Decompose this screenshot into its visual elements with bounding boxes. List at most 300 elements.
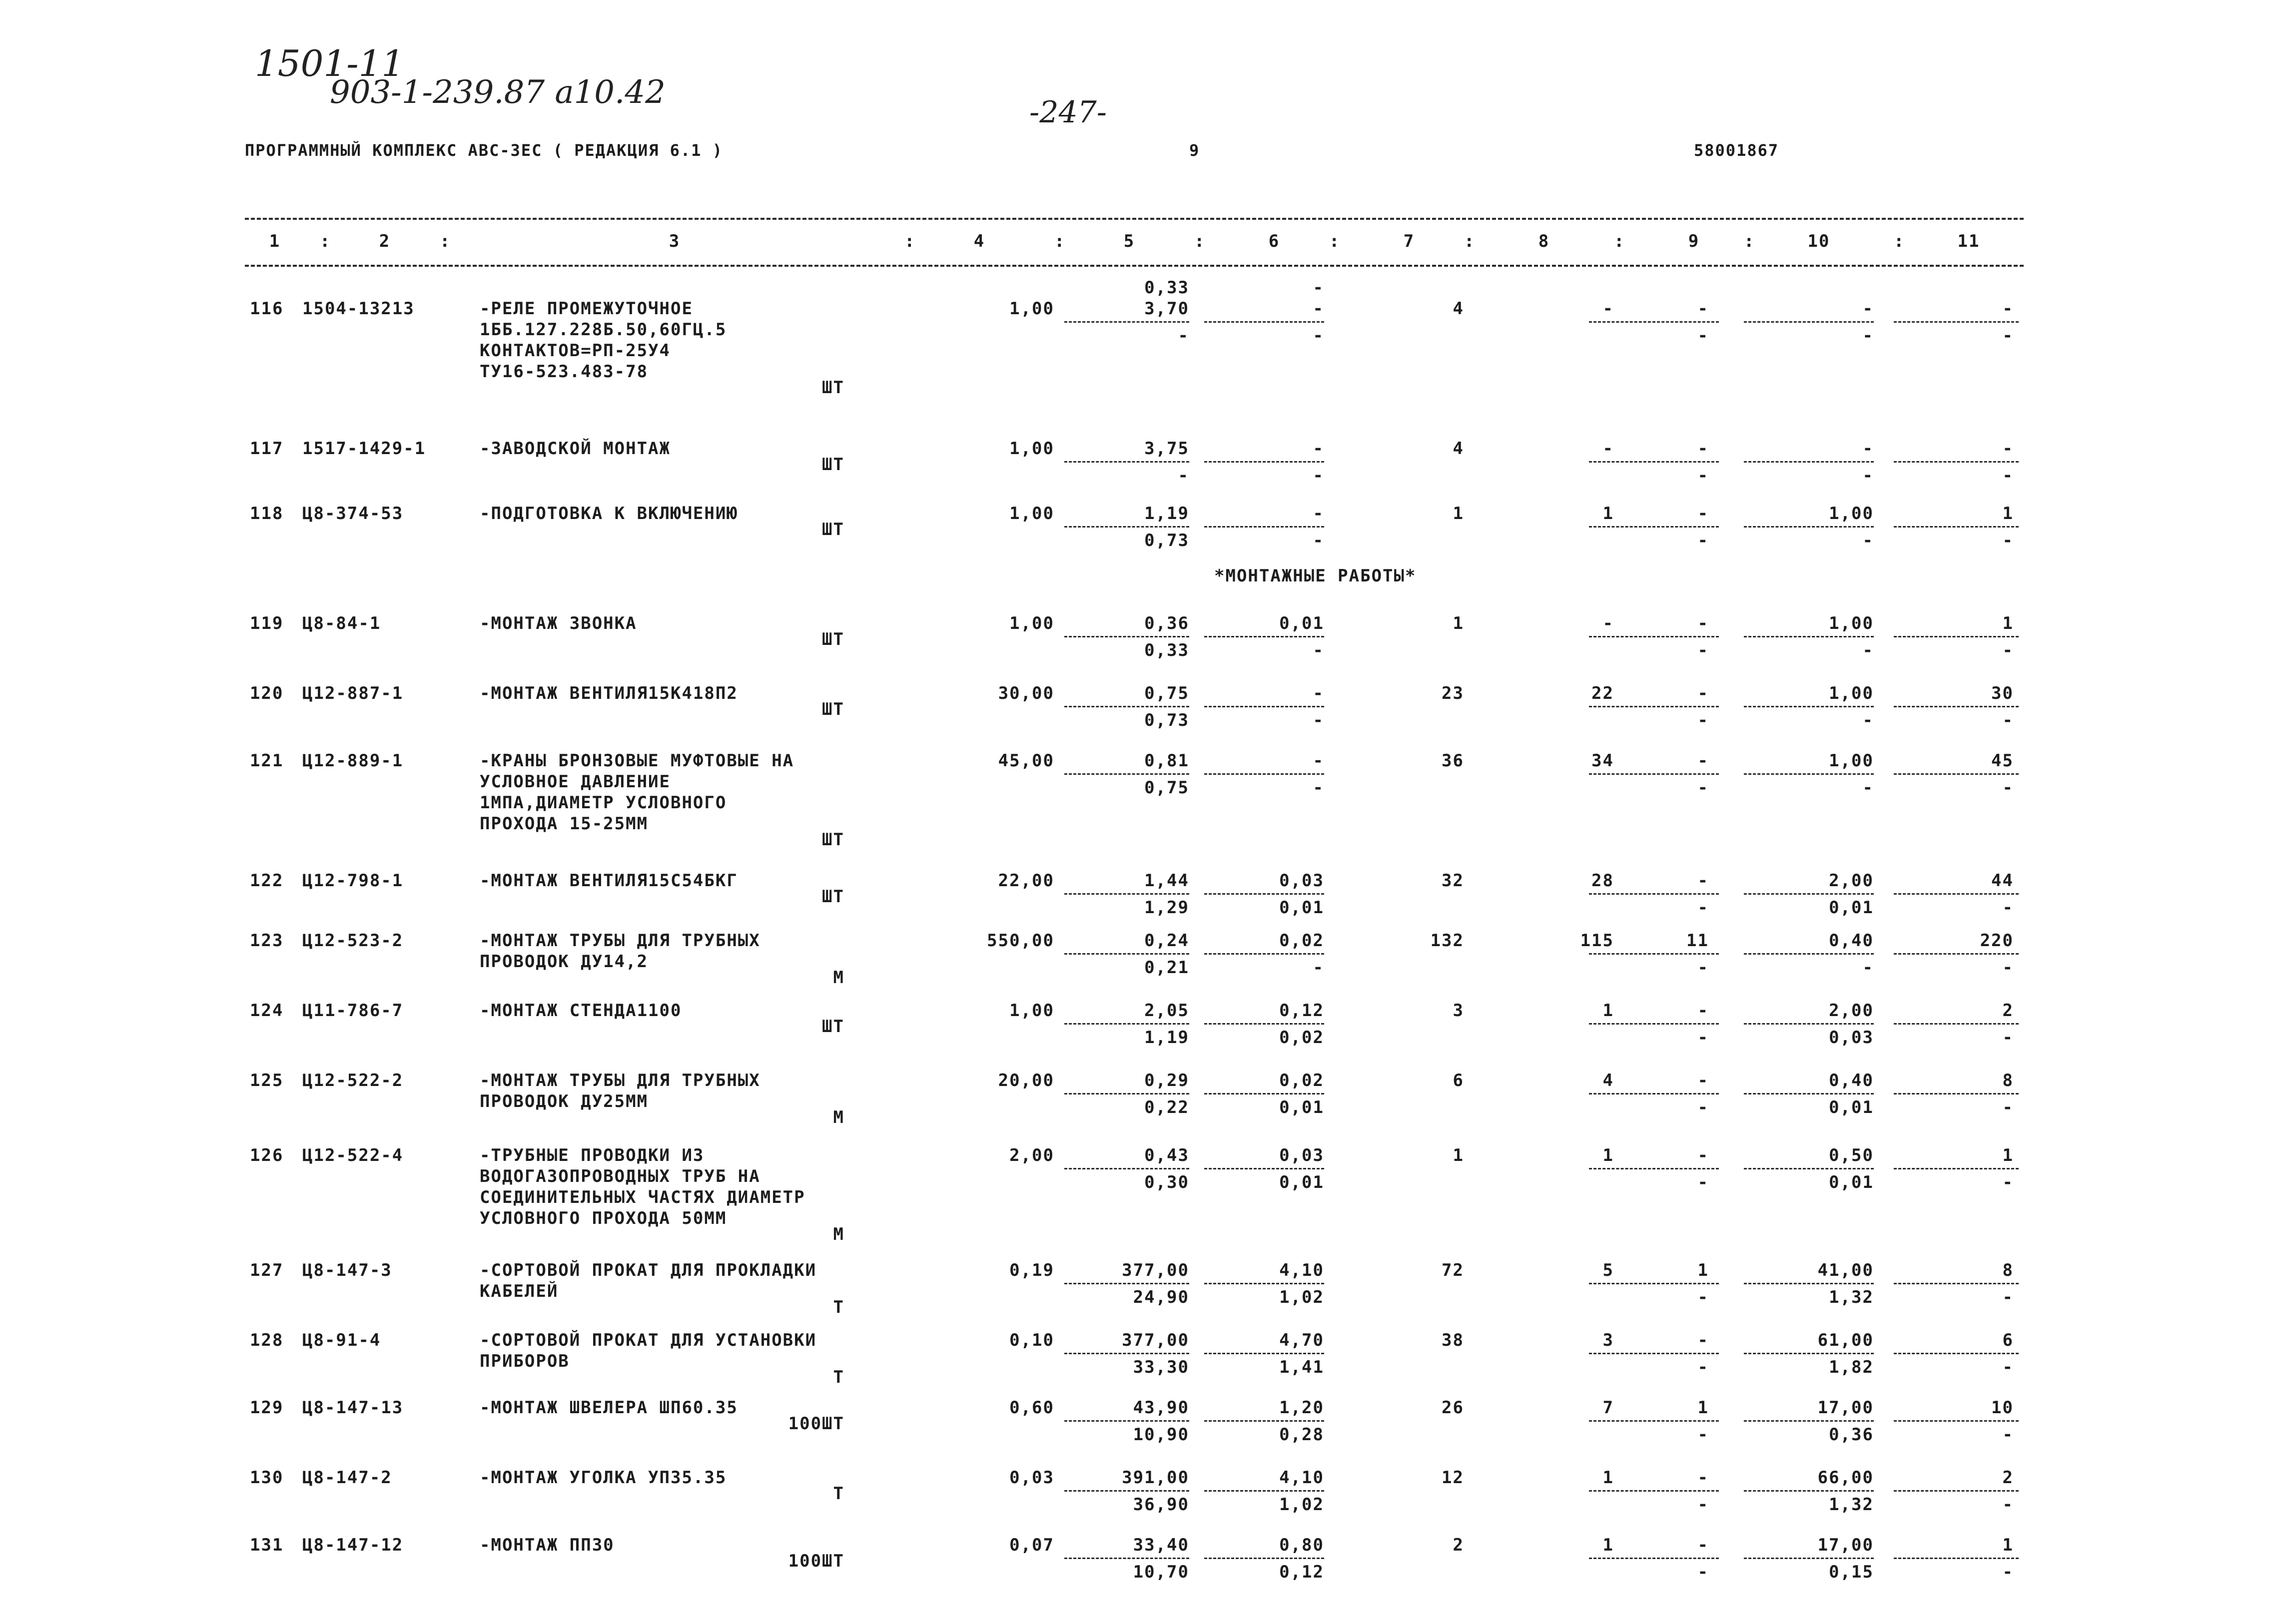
cell-col5: 1,19 bbox=[1144, 504, 1189, 524]
cell-rule bbox=[1064, 1558, 1189, 1559]
cell-col5-sub: 0,33 bbox=[1144, 640, 1189, 660]
cell-name-line: УСЛОВНОЕ ДАВЛЕНИЕ bbox=[480, 772, 671, 792]
column-number: 4 bbox=[973, 231, 985, 251]
cell-row-number: 116 bbox=[250, 299, 284, 319]
cell-rule bbox=[1589, 1558, 1719, 1559]
cell-col6: 0,02 bbox=[1279, 931, 1324, 951]
cell-col7: 1 bbox=[1453, 613, 1464, 633]
cell-rate-code: Ц12-889-1 bbox=[302, 751, 404, 771]
cell-rule bbox=[1744, 953, 1874, 955]
cell-row-number: 127 bbox=[250, 1260, 284, 1280]
cell-rule bbox=[1064, 1420, 1189, 1422]
cell-unit: ШТ bbox=[822, 830, 844, 850]
cell-rule bbox=[1064, 1283, 1189, 1284]
cell-col9-sub: - bbox=[1697, 1287, 1709, 1307]
cell-rule bbox=[1064, 1023, 1189, 1025]
cell-col5: 377,00 bbox=[1122, 1330, 1189, 1350]
cell-row-number: 128 bbox=[250, 1330, 284, 1350]
column-number: 11 bbox=[1957, 231, 1980, 251]
cell-rule bbox=[1204, 636, 1324, 637]
cell-quantity: 1,00 bbox=[1009, 504, 1054, 524]
cell-rule bbox=[1894, 1353, 2019, 1354]
cell-col5: 0,43 bbox=[1144, 1145, 1189, 1165]
cell-rule bbox=[1589, 953, 1719, 955]
cell-col5-sub: 0,75 bbox=[1144, 778, 1189, 798]
cell-col5-sub: 0,73 bbox=[1144, 531, 1189, 550]
cell-col9: 1 bbox=[1697, 1398, 1709, 1418]
cell-rule bbox=[1894, 636, 2019, 637]
cell-col5-sub: - bbox=[1178, 326, 1189, 346]
cell-row-number: 125 bbox=[250, 1071, 284, 1090]
cell-rule bbox=[1744, 1093, 1874, 1094]
cell-col9: - bbox=[1697, 1535, 1709, 1555]
cell-quantity: 45,00 bbox=[998, 751, 1054, 771]
cell-col9-sub: - bbox=[1697, 326, 1709, 346]
cell-col11: 2 bbox=[2002, 1468, 2014, 1488]
cell-col8: 34 bbox=[1591, 751, 1614, 771]
cell-col9: - bbox=[1697, 299, 1709, 319]
header-mark: 9 bbox=[1189, 141, 1200, 160]
cell-quantity: 22,00 bbox=[998, 871, 1054, 891]
cell-rule bbox=[1204, 321, 1324, 323]
cell-quantity: 20,00 bbox=[998, 1071, 1054, 1090]
cell-col9-sub: - bbox=[1697, 1495, 1709, 1515]
cell-col6-sub: 0,01 bbox=[1279, 898, 1324, 918]
cell-col9: - bbox=[1697, 751, 1709, 771]
cell-col11: 8 bbox=[2002, 1071, 2014, 1090]
cell-row-number: 118 bbox=[250, 504, 284, 524]
cell-col10-sub: - bbox=[1862, 958, 1874, 978]
cell-rate-code: Ц8-91-4 bbox=[302, 1330, 381, 1350]
cell-col9: - bbox=[1697, 1001, 1709, 1021]
cell-name-line: -МОНТАЖ СТЕНДА1100 bbox=[480, 1001, 682, 1021]
cell-col9-sub: - bbox=[1697, 1028, 1709, 1048]
cell-col7: 1 bbox=[1453, 1145, 1464, 1165]
cell-rule bbox=[1894, 1490, 2019, 1492]
cell-col9-sub: - bbox=[1697, 1562, 1709, 1582]
cell-quantity: 1,00 bbox=[1009, 299, 1054, 319]
cell-col9: - bbox=[1697, 439, 1709, 459]
cell-col8: 1 bbox=[1602, 1001, 1614, 1021]
cell-rule bbox=[1589, 1093, 1719, 1094]
cell-col11-sub: - bbox=[2002, 1097, 2014, 1117]
cell-rule bbox=[1204, 1490, 1324, 1492]
cell-rule bbox=[1894, 321, 2019, 323]
cell-unit: М bbox=[833, 1107, 844, 1127]
handwritten-page-number: -247- bbox=[1029, 95, 1107, 130]
cell-name-line: ТУ16-523.483-78 bbox=[480, 362, 649, 382]
cell-col11: - bbox=[2002, 439, 2014, 459]
cell-col5-sub: 10,90 bbox=[1133, 1425, 1189, 1445]
cell-rule bbox=[1064, 636, 1189, 637]
cell-name-line: -МОНТАЖ ТРУБЫ ДЛЯ ТРУБНЫХ bbox=[480, 1071, 760, 1090]
cell-col5-sub: 24,90 bbox=[1133, 1287, 1189, 1307]
cell-rule bbox=[1204, 893, 1324, 895]
cell-col8: 22 bbox=[1591, 683, 1614, 703]
cell-col7: 23 bbox=[1442, 683, 1464, 703]
cell-col8: 1 bbox=[1602, 504, 1614, 524]
cell-col10-sub: 1,32 bbox=[1829, 1495, 1874, 1515]
cell-col10: - bbox=[1862, 299, 1874, 319]
cell-quantity: 1,00 bbox=[1009, 613, 1054, 633]
cell-rule bbox=[1064, 321, 1189, 323]
cell-col9-sub: - bbox=[1697, 1097, 1709, 1117]
cell-unit: ШТ bbox=[822, 455, 844, 475]
cell-col5-sub: 1,29 bbox=[1144, 898, 1189, 918]
cell-col5-pre: 0,33 bbox=[1144, 278, 1189, 298]
column-number: 8 bbox=[1538, 231, 1550, 251]
cell-col10: 2,00 bbox=[1829, 1001, 1874, 1021]
cell-rule bbox=[1744, 1283, 1874, 1284]
cell-rule bbox=[1744, 321, 1874, 323]
cell-col11: 45 bbox=[1991, 751, 2014, 771]
cell-rule bbox=[1744, 461, 1874, 463]
cell-col8: 3 bbox=[1602, 1330, 1614, 1350]
column-separator: : bbox=[1054, 231, 1066, 251]
cell-name-line: СОЕДИНИТЕЛЬНЫХ ЧАСТЯХ ДИАМЕТР bbox=[480, 1187, 805, 1207]
cell-quantity: 0,03 bbox=[1009, 1468, 1054, 1488]
cell-col11-sub: - bbox=[2002, 958, 2014, 978]
cell-col10-sub: 1,82 bbox=[1829, 1357, 1874, 1377]
cell-col9-sub: - bbox=[1697, 958, 1709, 978]
cell-col11: 6 bbox=[2002, 1330, 2014, 1350]
cell-col6: - bbox=[1313, 751, 1324, 771]
cell-col11: 44 bbox=[1991, 871, 2014, 891]
cell-row-number: 124 bbox=[250, 1001, 284, 1021]
cell-name-line: ПРОХОДА 15-25ММ bbox=[480, 814, 649, 834]
cell-col11: 10 bbox=[1991, 1398, 2014, 1418]
cell-name-line: -МОНТАЖ ТРУБЫ ДЛЯ ТРУБНЫХ bbox=[480, 931, 760, 951]
cell-rule bbox=[1204, 773, 1324, 775]
cell-col8: 4 bbox=[1602, 1071, 1614, 1090]
cell-col10: 61,00 bbox=[1817, 1330, 1874, 1350]
cell-col9-sub: - bbox=[1697, 898, 1709, 918]
cell-col6-sub: 1,41 bbox=[1279, 1357, 1324, 1377]
cell-col5: 3,75 bbox=[1144, 439, 1189, 459]
cell-col9: - bbox=[1697, 683, 1709, 703]
cell-rate-code: Ц8-147-2 bbox=[302, 1468, 392, 1488]
cell-col8: 7 bbox=[1602, 1398, 1614, 1418]
cell-col10-sub: 1,32 bbox=[1829, 1287, 1874, 1307]
cell-unit: М bbox=[833, 968, 844, 988]
column-number: 1 bbox=[269, 231, 281, 251]
cell-rule bbox=[1894, 461, 2019, 463]
cell-rate-code: Ц11-786-7 bbox=[302, 1001, 404, 1021]
cell-row-number: 122 bbox=[250, 871, 284, 891]
cell-col10-sub: 0,01 bbox=[1829, 1097, 1874, 1117]
cell-col6-sub: - bbox=[1313, 958, 1324, 978]
cell-col7: 6 bbox=[1453, 1071, 1464, 1090]
cell-col6-sub: - bbox=[1313, 466, 1324, 486]
cell-col8: - bbox=[1602, 613, 1614, 633]
cell-unit: ШТ bbox=[822, 378, 844, 398]
column-separator: : bbox=[1194, 231, 1206, 251]
cell-col7: 26 bbox=[1442, 1398, 1464, 1418]
cell-rule bbox=[1744, 1420, 1874, 1422]
cell-col6-sub: 0,01 bbox=[1279, 1172, 1324, 1192]
cell-rate-code: Ц12-522-2 bbox=[302, 1071, 404, 1090]
cell-col7: 2 bbox=[1453, 1535, 1464, 1555]
cell-rule bbox=[1064, 1168, 1189, 1169]
cell-name-line: -МОНТАЖ УГОЛКА УП35.35 bbox=[480, 1468, 727, 1488]
cell-col9: 1 bbox=[1697, 1260, 1709, 1280]
cell-rate-code: Ц8-374-53 bbox=[302, 504, 404, 524]
cell-col9: - bbox=[1697, 504, 1709, 524]
cell-name-line: КОНТАКТОВ=РП-25У4 bbox=[480, 341, 671, 361]
cell-col11-sub: - bbox=[2002, 778, 2014, 798]
cell-col8: - bbox=[1602, 299, 1614, 319]
cell-rule bbox=[1064, 1490, 1189, 1492]
cell-name-line: УСЛОВНОГО ПРОХОДА 50ММ bbox=[480, 1208, 727, 1228]
cell-col8: 5 bbox=[1602, 1260, 1614, 1280]
cell-col11: 1 bbox=[2002, 1535, 2014, 1555]
cell-col5: 1,44 bbox=[1144, 871, 1189, 891]
cell-rate-code: Ц8-147-13 bbox=[302, 1398, 404, 1418]
cell-col6-sub: - bbox=[1313, 640, 1324, 660]
cell-col10: 41,00 bbox=[1817, 1260, 1874, 1280]
cell-name-line: ВОДОГАЗОПРОВОДНЫХ ТРУБ НА bbox=[480, 1166, 760, 1186]
document-code: 58001867 bbox=[1694, 141, 1779, 160]
cell-col10-sub: 0,01 bbox=[1829, 898, 1874, 918]
cell-col6: 4,70 bbox=[1279, 1330, 1324, 1350]
cell-col7: 1 bbox=[1453, 504, 1464, 524]
cell-col11-sub: - bbox=[2002, 1495, 2014, 1515]
cell-col10-sub: - bbox=[1862, 531, 1874, 550]
cell-col10-sub: - bbox=[1862, 466, 1874, 486]
cell-rule bbox=[1064, 1353, 1189, 1354]
cell-col10: 66,00 bbox=[1817, 1468, 1874, 1488]
cell-quantity: 0,07 bbox=[1009, 1535, 1054, 1555]
cell-col5-sub: 0,73 bbox=[1144, 710, 1189, 730]
cell-col5: 33,40 bbox=[1133, 1535, 1189, 1555]
cell-rule bbox=[1744, 1490, 1874, 1492]
cell-quantity: 1,00 bbox=[1009, 439, 1054, 459]
cell-unit: М bbox=[833, 1224, 844, 1244]
cell-rule bbox=[1894, 1558, 2019, 1559]
cell-col7: 3 bbox=[1453, 1001, 1464, 1021]
cell-col6-sub: 0,28 bbox=[1279, 1425, 1324, 1445]
cell-col10: 2,00 bbox=[1829, 871, 1874, 891]
cell-rule bbox=[1204, 1283, 1324, 1284]
cell-rule bbox=[1204, 526, 1324, 528]
cell-col7: 72 bbox=[1442, 1260, 1464, 1280]
cell-col10: 0,40 bbox=[1829, 1071, 1874, 1090]
cell-rule bbox=[1744, 636, 1874, 637]
cell-rule bbox=[1589, 636, 1719, 637]
cell-col5: 0,36 bbox=[1144, 613, 1189, 633]
cell-col6: - bbox=[1313, 504, 1324, 524]
cell-col10: - bbox=[1862, 439, 1874, 459]
cell-col11: 1 bbox=[2002, 613, 2014, 633]
cell-name-line: -РЕЛЕ ПРОМЕЖУТОЧНОЕ bbox=[480, 299, 693, 319]
column-separator: : bbox=[1894, 231, 1905, 251]
cell-rule bbox=[1589, 461, 1719, 463]
cell-quantity: 1,00 bbox=[1009, 1001, 1054, 1021]
column-number: 10 bbox=[1807, 231, 1830, 251]
column-separator: : bbox=[1614, 231, 1625, 251]
cell-rule bbox=[1894, 893, 2019, 895]
cell-col10: 17,00 bbox=[1817, 1535, 1874, 1555]
cell-rule bbox=[1204, 461, 1324, 463]
cell-col5: 0,75 bbox=[1144, 683, 1189, 703]
cell-rule bbox=[1744, 1353, 1874, 1354]
cell-rule bbox=[1064, 953, 1189, 955]
cell-col9: - bbox=[1697, 1071, 1709, 1090]
cell-rule bbox=[1064, 893, 1189, 895]
cell-col11-sub: - bbox=[2002, 710, 2014, 730]
cell-col11-sub: - bbox=[2002, 1562, 2014, 1582]
cell-col6-sub: 1,02 bbox=[1279, 1495, 1324, 1515]
cell-rule bbox=[1204, 1558, 1324, 1559]
cell-rate-code: Ц12-523-2 bbox=[302, 931, 404, 951]
cell-unit: ШТ bbox=[822, 629, 844, 649]
cell-name-line: КАБЕЛЕЙ bbox=[480, 1281, 559, 1301]
cell-col11-sub: - bbox=[2002, 326, 2014, 346]
cell-quantity: 0,19 bbox=[1009, 1260, 1054, 1280]
cell-rule bbox=[1064, 526, 1189, 528]
cell-col11-sub: - bbox=[2002, 466, 2014, 486]
cell-rule bbox=[1589, 1353, 1719, 1354]
cell-col7: 36 bbox=[1442, 751, 1464, 771]
cell-row-number: 131 bbox=[250, 1535, 284, 1555]
cell-col11-sub: - bbox=[2002, 1357, 2014, 1377]
cell-col6: - bbox=[1313, 683, 1324, 703]
cell-col11: 2 bbox=[2002, 1001, 2014, 1021]
column-number: 3 bbox=[669, 231, 681, 251]
cell-col5: 43,90 bbox=[1133, 1398, 1189, 1418]
cell-col11: 220 bbox=[1980, 931, 2014, 951]
cell-col10-sub: 0,01 bbox=[1829, 1172, 1874, 1192]
cell-rule bbox=[1589, 1420, 1719, 1422]
cell-col9-sub: - bbox=[1697, 778, 1709, 798]
cell-col11-sub: - bbox=[2002, 1028, 2014, 1048]
cell-col10: 17,00 bbox=[1817, 1398, 1874, 1418]
section-heading: *МОНТАЖНЫЕ РАБОТЫ* bbox=[1214, 566, 1417, 586]
cell-rate-code: Ц8-147-3 bbox=[302, 1260, 392, 1280]
cell-col6: 0,03 bbox=[1279, 871, 1324, 891]
cell-row-number: 117 bbox=[250, 439, 284, 459]
cell-col10-sub: 0,03 bbox=[1829, 1028, 1874, 1048]
cell-col11-sub: - bbox=[2002, 898, 2014, 918]
cell-col5-sub: 33,30 bbox=[1133, 1357, 1189, 1377]
cell-rule bbox=[1204, 706, 1324, 707]
cell-col6-sub: 0,02 bbox=[1279, 1028, 1324, 1048]
cell-col9-sub: - bbox=[1697, 710, 1709, 730]
column-separator: : bbox=[440, 231, 451, 251]
cell-col5: 2,05 bbox=[1144, 1001, 1189, 1021]
cell-col11-sub: - bbox=[2002, 1172, 2014, 1192]
cell-rule bbox=[1204, 1168, 1324, 1169]
cell-col6-sub: - bbox=[1313, 778, 1324, 798]
cell-rule bbox=[1204, 1093, 1324, 1094]
cell-name-line: -МОНТАЖ ВЕНТИЛЯ15С54БКГ bbox=[480, 871, 738, 891]
cell-rule bbox=[1204, 1023, 1324, 1025]
cell-col5-sub: 36,90 bbox=[1133, 1495, 1189, 1515]
cell-quantity: 30,00 bbox=[998, 683, 1054, 703]
cell-col8: - bbox=[1602, 439, 1614, 459]
cell-col11: 30 bbox=[1991, 683, 2014, 703]
column-number: 5 bbox=[1123, 231, 1135, 251]
cell-unit: ШТ bbox=[822, 520, 844, 540]
cell-col10-sub: - bbox=[1862, 710, 1874, 730]
cell-col11-sub: - bbox=[2002, 531, 2014, 550]
cell-col11-sub: - bbox=[2002, 1425, 2014, 1445]
cell-col10-sub: 0,36 bbox=[1829, 1425, 1874, 1445]
cell-row-number: 126 bbox=[250, 1145, 284, 1165]
cell-col6: 4,10 bbox=[1279, 1468, 1324, 1488]
cell-name-line: -ТРУБНЫЕ ПРОВОДКИ ИЗ bbox=[480, 1145, 705, 1165]
cell-col8: 1 bbox=[1602, 1145, 1614, 1165]
cell-col6-sub: 0,01 bbox=[1279, 1097, 1324, 1117]
cell-col9-sub: - bbox=[1697, 1425, 1709, 1445]
cell-rule bbox=[1894, 1168, 2019, 1169]
cell-col6: - bbox=[1313, 299, 1324, 319]
cell-name-line: -МОНТАЖ ЗВОНКА bbox=[480, 613, 637, 633]
cell-rule bbox=[1589, 1490, 1719, 1492]
cell-col5: 0,81 bbox=[1144, 751, 1189, 771]
header-rule-top bbox=[245, 218, 2024, 220]
cell-col11-sub: - bbox=[2002, 1287, 2014, 1307]
header-rule-bottom bbox=[245, 265, 2024, 267]
cell-col11-sub: - bbox=[2002, 640, 2014, 660]
cell-col10-sub: - bbox=[1862, 326, 1874, 346]
cell-rule bbox=[1589, 526, 1719, 528]
cell-col11: - bbox=[2002, 299, 2014, 319]
cell-rule bbox=[1064, 706, 1189, 707]
cell-col6-pre: - bbox=[1313, 278, 1324, 298]
cell-col9-sub: - bbox=[1697, 1172, 1709, 1192]
cell-col6-sub: - bbox=[1313, 531, 1324, 550]
cell-rule bbox=[1894, 706, 2019, 707]
cell-col10: 1,00 bbox=[1829, 751, 1874, 771]
cell-quantity: 550,00 bbox=[987, 931, 1054, 951]
cell-col8: 1 bbox=[1602, 1468, 1614, 1488]
cell-col5-sub: 0,21 bbox=[1144, 958, 1189, 978]
cell-quantity: 0,10 bbox=[1009, 1330, 1054, 1350]
column-separator: : bbox=[1329, 231, 1341, 251]
cell-col6-sub: - bbox=[1313, 326, 1324, 346]
cell-name-line: 1МПА,ДИАМЕТР УСЛОВНОГО bbox=[480, 793, 727, 813]
cell-col5-sub: - bbox=[1178, 466, 1189, 486]
cell-rule bbox=[1894, 1093, 2019, 1094]
cell-col5: 391,00 bbox=[1122, 1468, 1189, 1488]
column-number: 6 bbox=[1268, 231, 1280, 251]
cell-col10-sub: 0,15 bbox=[1829, 1562, 1874, 1582]
cell-col11: 1 bbox=[2002, 1145, 2014, 1165]
cell-col9: - bbox=[1697, 1145, 1709, 1165]
cell-name-line: -МОНТАЖ ПП30 bbox=[480, 1535, 615, 1555]
cell-rule bbox=[1204, 1420, 1324, 1422]
handwritten-project-code: 903-1-239.87 a10.42 bbox=[330, 74, 666, 111]
cell-name-line: -ПОДГОТОВКА К ВКЛЮЧЕНИЮ bbox=[480, 504, 738, 524]
cell-quantity: 0,60 bbox=[1009, 1398, 1054, 1418]
cell-name-line: -СОРТОВОЙ ПРОКАТ ДЛЯ ПРОКЛАДКИ bbox=[480, 1260, 817, 1280]
cell-rate-code: Ц12-798-1 bbox=[302, 871, 404, 891]
cell-row-number: 123 bbox=[250, 931, 284, 951]
cell-unit: ШТ bbox=[822, 887, 844, 907]
cell-col9: - bbox=[1697, 1468, 1709, 1488]
cell-col6: 0,01 bbox=[1279, 613, 1324, 633]
cell-col6: 0,12 bbox=[1279, 1001, 1324, 1021]
cell-col7: 132 bbox=[1430, 931, 1464, 951]
cell-rule bbox=[1589, 1283, 1719, 1284]
cell-col6-sub: - bbox=[1313, 710, 1324, 730]
cell-col7: 38 bbox=[1442, 1330, 1464, 1350]
cell-rule bbox=[1744, 1558, 1874, 1559]
cell-col5-sub: 0,22 bbox=[1144, 1097, 1189, 1117]
cell-rate-code: Ц12-887-1 bbox=[302, 683, 404, 703]
cell-col6: 4,10 bbox=[1279, 1260, 1324, 1280]
